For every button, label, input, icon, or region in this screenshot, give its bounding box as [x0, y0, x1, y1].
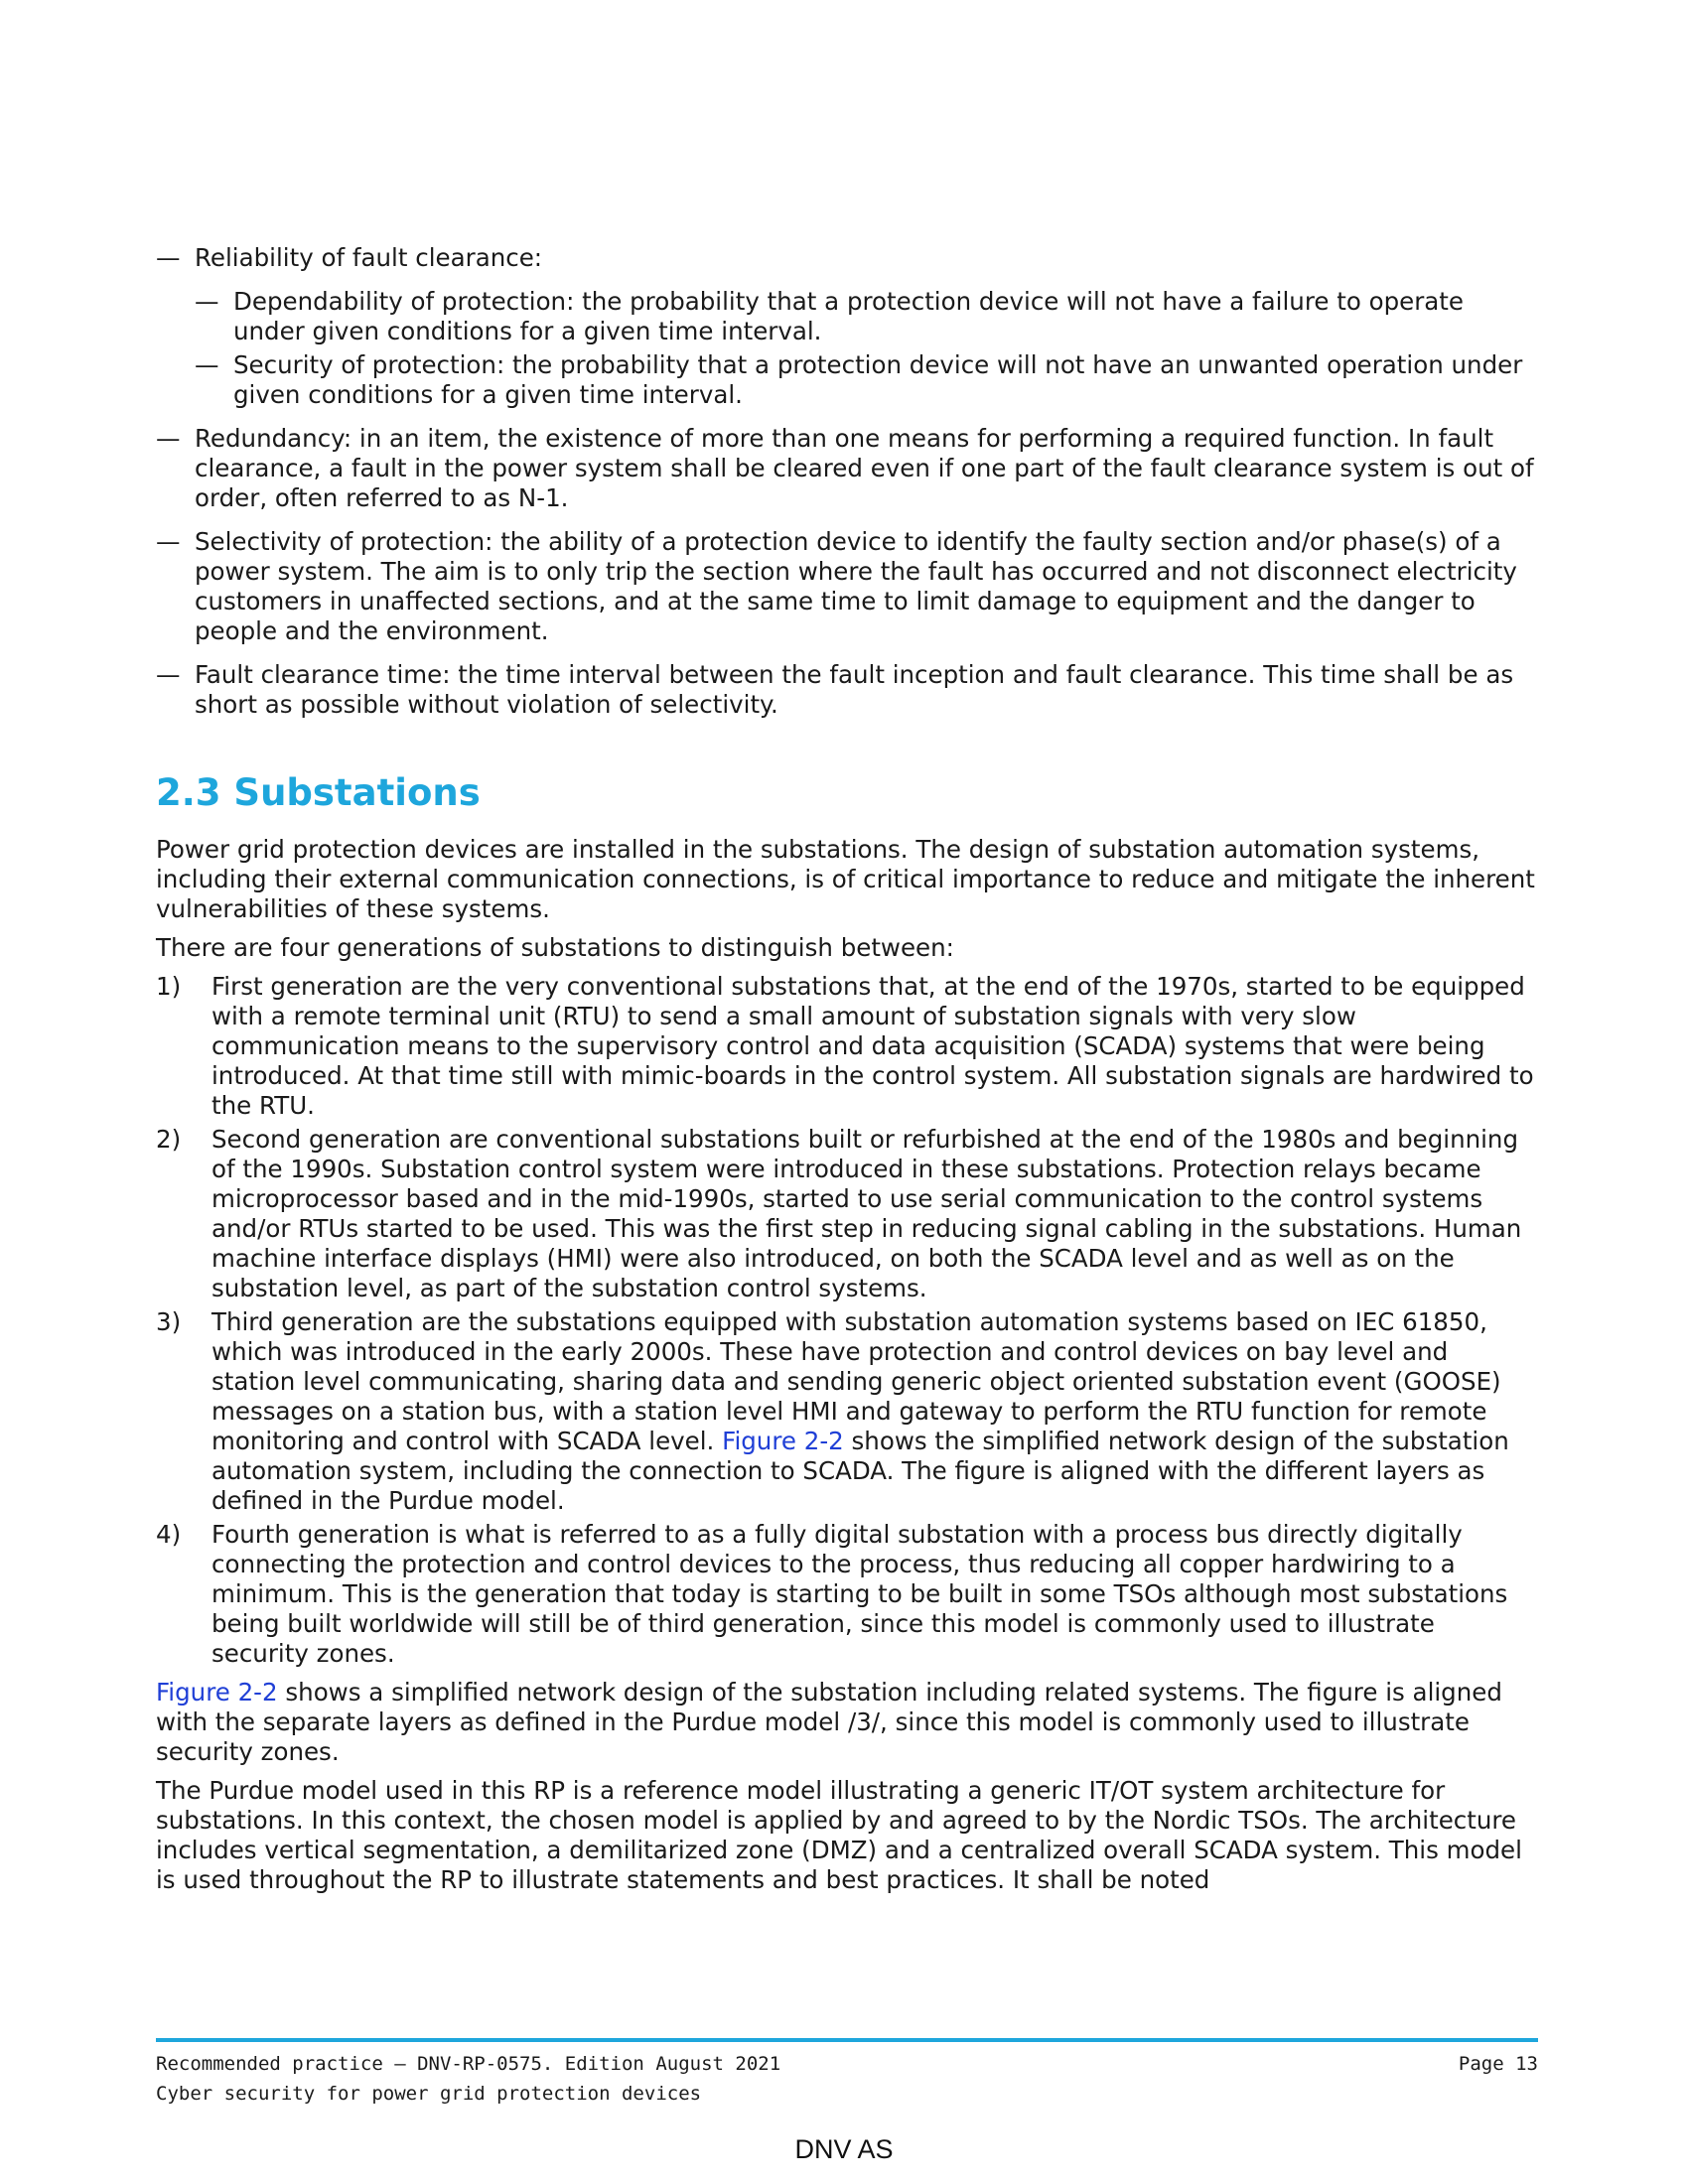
paragraph	[156, 1678, 1536, 1767]
section-heading: 2.3 Substations	[156, 771, 481, 814]
list-item	[156, 424, 1536, 513]
dash-marker: —	[156, 527, 181, 556]
paragraph: Power grid protection devices are installed in the substations. The design of substation automation systems, including their external communication connections, is of critical importance to reduce and mitigate the inherent vulnerabilities of these systems.	[156, 835, 1535, 923]
dash-marker: —	[195, 350, 219, 379]
paragraph-text: shows a simplified network design of the substation including related systems. The figure is aligned with the separate layers as defined in the Purdue model /3/, since this model is commonly used to illustrate security zones.	[156, 1678, 1502, 1766]
dash-marker: —	[156, 660, 181, 689]
sub-list-item	[195, 350, 1536, 410]
figure-link[interactable]: Figure 2-2	[156, 1678, 278, 1706]
page-content	[156, 243, 1536, 1904]
sub-list-item	[195, 287, 1536, 346]
list-item-text: shows the simplified network design of the substation automation system, including the connection to SCADA. The figure is aligned with the different layers as defined in the Purdue model.	[211, 1427, 1509, 1515]
list-item-text: Dependability of protection: the probability that a protection device will not have a failure to operate under given conditions for a given time interval.	[233, 287, 1464, 345]
number-marker: 4)	[156, 1520, 182, 1549]
footer-document-title: Recommended practice — DNV-RP-0575. Edition August 2021	[156, 2053, 781, 2075]
numbered-item	[156, 1520, 1536, 1669]
numbered-item	[156, 1307, 1536, 1516]
publisher: DNV AS	[794, 2134, 894, 2164]
numbered-item	[156, 1125, 1536, 1303]
list-item	[156, 527, 1536, 646]
page-number: Page 13	[1458, 2053, 1538, 2075]
footer-document-subtitle: Cyber security for power grid protection devices	[156, 2083, 702, 2105]
footer-rule	[156, 2038, 1538, 2042]
list-item-text: Fault clearance time: the time interval between the fault inception and fault clearance. This time shall be as short as possible without violation of selectivity.	[195, 660, 1514, 719]
list-item-text: Second generation are conventional substations built or refurbished at the end of the 1980s and beginning of the 1990s. Substation control system were introduced in these substations. Protection relays became microprocessor based and in the mid-1990s, started to use serial communication to the control systems and/or RTUs started to be used. This was the first step in reducing signal cabling in the substations. Human machine interface displays (HMI) were also introduced, on both the SCADA level and as well as on the substation level, as part of the substation control systems.	[211, 1125, 1522, 1302]
list-item-text: Redundancy: in an item, the existence of more than one means for performing a required function. In fault clearance, a fault in the power system shall be cleared even if one part of the fault clearance system is out of order, often referred to as N-1.	[195, 424, 1534, 512]
dash-marker: —	[195, 287, 219, 316]
paragraph: The Purdue model used in this RP is a reference model illustrating a generic IT/OT system architecture for substations. In this context, the chosen model is applied by and agreed to by the Nordic TSOs. The architecture includes vertical segmentation, a demilitarized zone (DMZ) and a centralized overall SCADA system. This model is used throughout the RP to illustrate statements and best practices. It shall be noted	[156, 1776, 1522, 1894]
number-marker: 1)	[156, 972, 182, 1001]
page-footer	[156, 2049, 1538, 2109]
paragraph: There are four generations of substations to distinguish between:	[156, 933, 954, 962]
figure-link[interactable]: Figure 2-2	[722, 1427, 844, 1455]
list-item-text: Third generation are the substations equipped with substation automation systems based on IEC 61850, which was introduced in the early 2000s. These have protection and control devices on bay level and station level communicating, sharing data and sending generic object oriented substation event (GOOSE) messages on a station bus, with a station level HMI and gateway to perform the RTU function for remote monitoring and control with SCADA level.	[211, 1307, 1501, 1455]
number-marker: 2)	[156, 1125, 182, 1154]
dash-marker: —	[156, 424, 181, 453]
list-item	[156, 243, 1536, 410]
list-item-text: Security of protection: the probability that a protection device will not have an unwanted operation under given conditions for a given time interval.	[233, 350, 1523, 409]
numbered-item	[156, 972, 1536, 1121]
number-marker: 3)	[156, 1307, 182, 1336]
list-item-text: Fourth generation is what is referred to as a fully digital substation with a process bus directly digitally connecting the protection and control devices to the process, thus reducing all copper hardwiring to a minimum. This is the generation that today is starting to be built in some TSOs although most substations being built worldwide will still be of third generation, since this model is commonly used to illustrate security zones.	[211, 1520, 1508, 1668]
list-item	[156, 660, 1536, 720]
list-item-text: Reliability of fault clearance:	[195, 243, 543, 272]
dash-marker: —	[156, 243, 181, 272]
list-item-text: First generation are the very conventional substations that, at the end of the 1970s, started to be equipped with a remote terminal unit (RTU) to send a small amount of substation signals with very slow communication means to the supervisory control and data acquisition (SCADA) systems that were being introduced. At that time still with mimic-boards in the control system. All substation signals are hardwired to the RTU.	[211, 972, 1534, 1120]
sub-list	[195, 287, 1536, 410]
list-item-text: Selectivity of protection: the ability of a protection device to identify the faulty section and/or phase(s) of a power system. The aim is to only trip the section where the fault has occurred and not disconnect electricity customers in unaffected sections, and at the same time to limit damage to equipment and the danger to people and the environment.	[195, 527, 1517, 645]
